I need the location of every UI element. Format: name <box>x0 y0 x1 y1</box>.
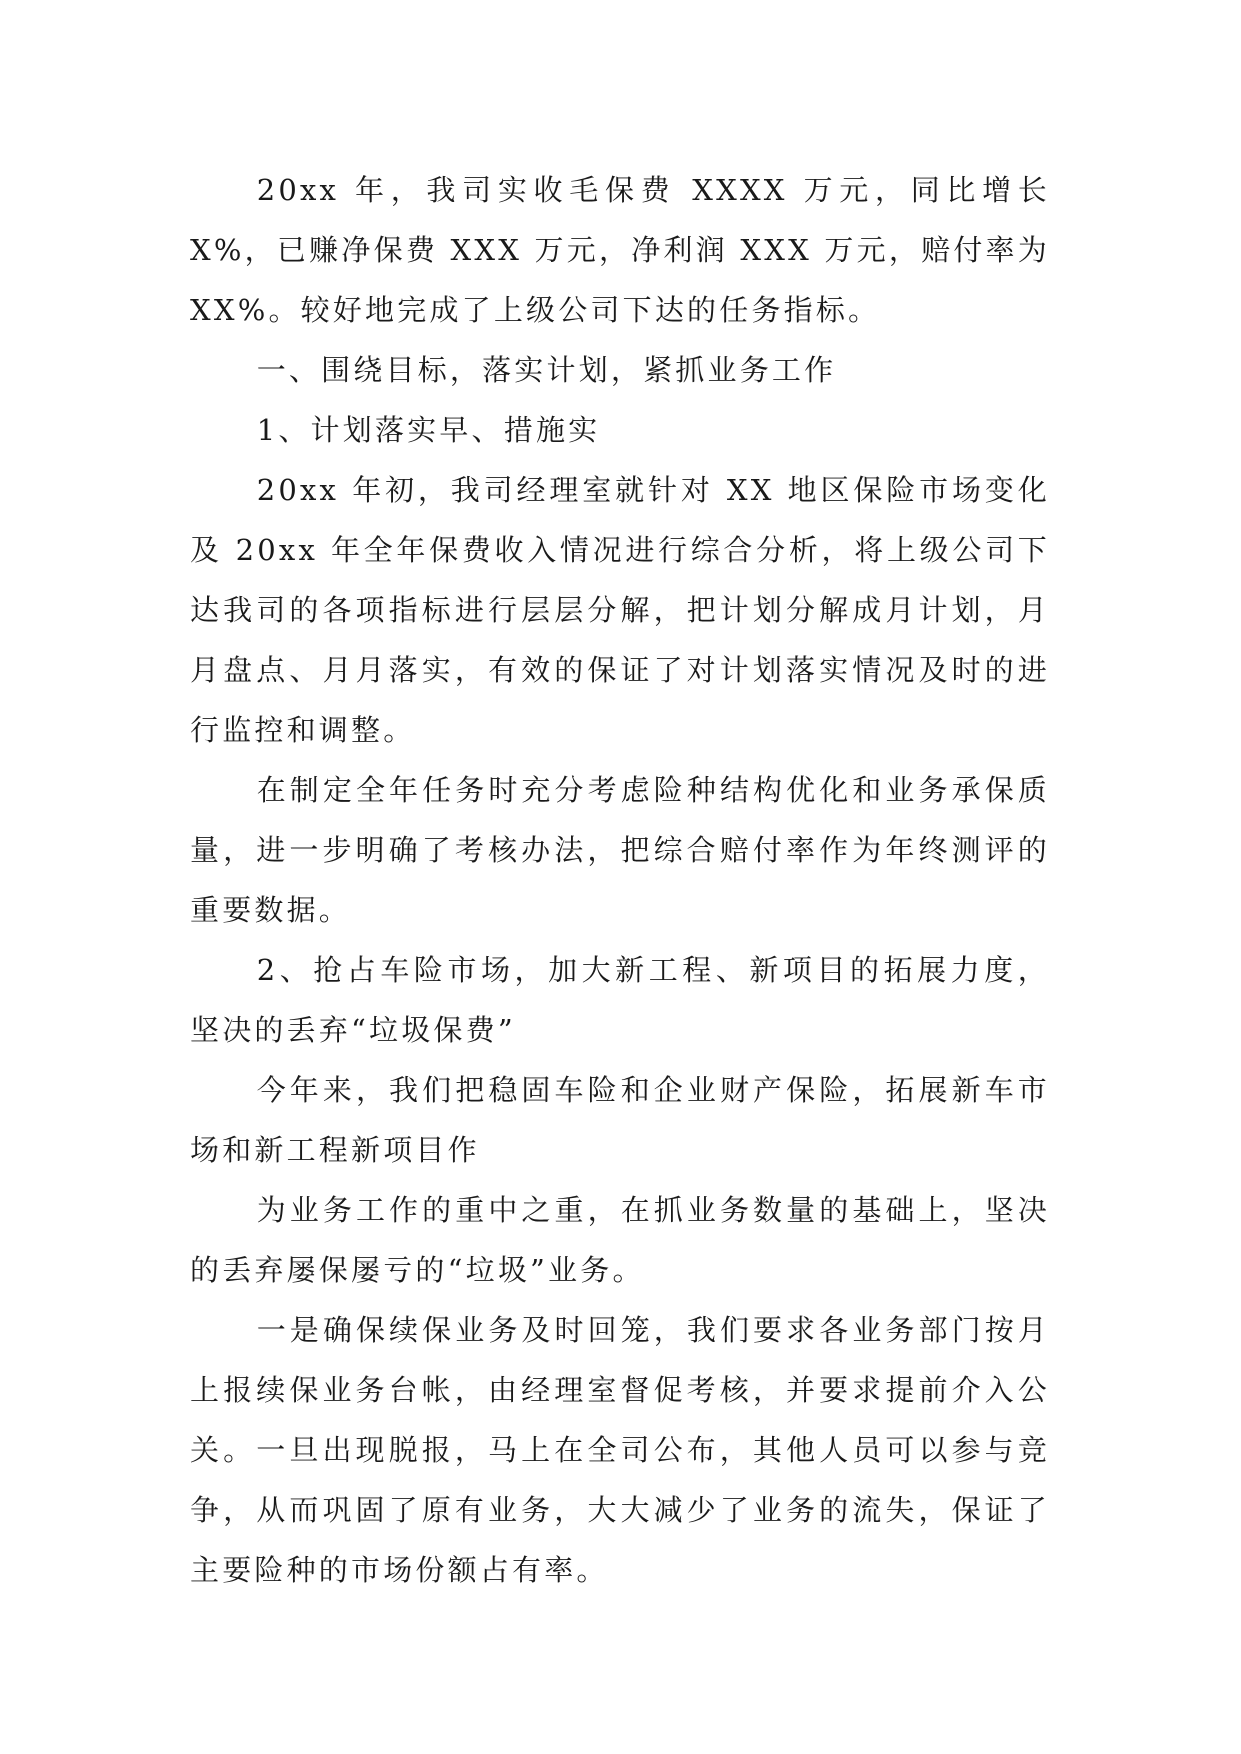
assessment-paragraph: 在制定全年任务时充分考虑险种结构优化和业务承保质量，进一步明确了考核办法，把综合赔付率作为年终测评的重要数据。 <box>190 773 1050 927</box>
document-body <box>190 160 1050 1600</box>
market-paragraph: 今年来，我们把稳固车险和企业财产保险，拓展新车市场和新工程新项目作 <box>190 1073 1050 1167</box>
summary-paragraph: 20xx 年，我司实收毛保费 XXXX 万元，同比增长 X%，已赚净保费 XXX 万元，净利润 XXX 万元，赔付率为 XX%。较好地完成了上级公司下达的任务指标。 <box>190 173 1050 327</box>
subheading-1: 1、计划落实早、措施实 <box>256 413 601 447</box>
section-heading-1: 一、围绕目标，落实计划，紧抓业务工作 <box>256 353 837 387</box>
priority-paragraph: 为业务工作的重中之重，在抓业务数量的基础上，坚决的丢弃屡保屡亏的“垃圾”业务。 <box>190 1193 1050 1287</box>
plan-paragraph: 20xx 年初，我司经理室就针对 XX 地区保险市场变化及 20xx 年全年保费收入情况进行综合分析，将上级公司下达我司的各项指标进行层层分解，把计划分解成月计划，月月盘点、月月落实，有效的保证了对计划落实情况及时的进行监控和调整。 <box>190 473 1050 747</box>
renewal-paragraph: 一是确保续保业务及时回笼，我们要求各业务部门按月上报续保业务台帐，由经理室督促考核，并要求提前介入公关。一旦出现脱报，马上在全司公布，其他人员可以参与竞争，从而巩固了原有业务，大大减少了业务的流失，保证了主要险种的市场份额占有率。 <box>190 1313 1050 1587</box>
subheading-2: 2、抢占车险市场，加大新工程、新项目的拓展力度，坚决的丢弃“垃圾保费” <box>190 953 1050 1047</box>
